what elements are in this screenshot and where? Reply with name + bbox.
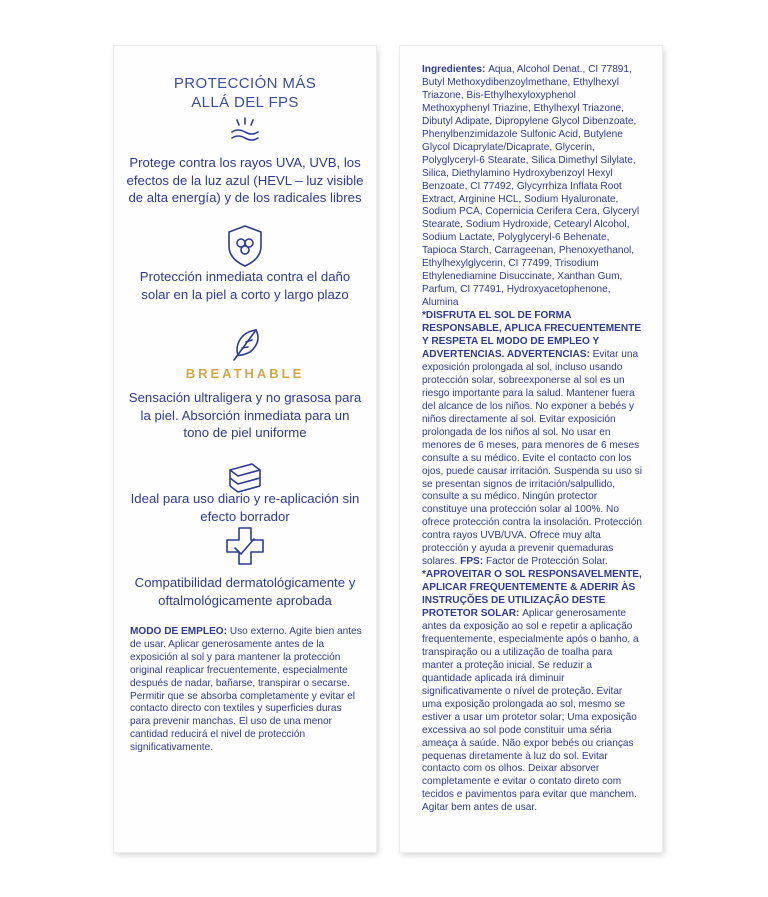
ingredients-label: Ingredientes: (422, 64, 489, 75)
feature-dermatological: Compatibilidad dermatológicamente y oftalmológicamente aprobada (134, 575, 356, 608)
title-line-2: ALLÁ DEL FPS (191, 94, 299, 111)
feature-immediate-protection: Protección inmediata contra el daño solar en la piel a corto y largo plazo (139, 269, 351, 302)
portuguese-heading: *APROVEITAR O SOL RESPONSAVELMENTE, APLICAR FREQUENTEMENTE & ADERIR ÀS INSTRUÇÕES DE UTILIZAÇÃO DESTE PROTETOR SOLAR: (422, 569, 642, 620)
spanish-warnings-heading: *DISFRUTA EL SOL DE FORMA RESPONSABLE, APLICA FRECUENTEMENTE Y RESPETA EL MODO DE EMPLEO Y ADVERTENCIAS. ADVERTENCIAS: (422, 310, 642, 360)
title-line-1: PROTECCIÓN MÁS (173, 75, 317, 92)
portuguese-instructions-block (422, 569, 644, 815)
spanish-warnings-text: Evitar una exposición prolongada al sol, incluso usando protección solar, sobreexponerse al sol es un riesgo importante para la salud. Mantener fuera del alcance de los niños. No exponer a bebés y niños directamente al sol. Evitar exposición prolongada de los niños al sol. No usar en menores de 6 meses, para menores de 6 meses consulte a su médico. Evite el contacto con los ojos, puede causar irritación. Suspenda su uso si se presentan signos de irritación/salpullido, consulte a su médico. Ningún protector constituye una protección solar al 100%. No ofrece protección contra la insolación. Protección contra rayos UVB/UVA. Ofrece muy alta protección y ayuda a prevenir quemaduras solares. (422, 348, 642, 568)
left-package-panel (114, 46, 376, 852)
fps-text: Factor de Protección Solar. (485, 556, 608, 568)
sun-rays-icon (220, 116, 270, 146)
feature-daily-use: Ideal para uso diario y re-aplicación sin efecto borrador (130, 491, 360, 524)
medical-cross-icon (220, 524, 270, 568)
usage-heading: MODO DE EMPLEO: (130, 626, 230, 637)
spanish-warnings-block (422, 310, 644, 569)
ingredients-text: Aqua, Alcohol Denat., CI 77891, Butyl Methoxydibenzoylmethane, Ethylhexyl Triazone, Bis-Ethylhexyloxyphenol Methoxyphenyl Triazine, Ethylhexyl Triazone, Dibutyl Adipate, Dipropylene Glycol Dibenzoate, Phenylbenzimidazole Sulfonic Acid, Butylene Glycol Dicaprylate/Dicaprate, Glycerin, Polyglyceryl-6 Stearate, Silica Dimethyl Silylate, Silica, Diethylamino Hydroxybenzoyl Hexyl Benzoate, CI 77492, Glycyrrhiza Inflata Root Extract, Arginine HCL, Sodium Hyaluronate, Sodium PCA, Copernicia Cerifera Cera, Glyceryl Stearate, Sodium Hydroxide, Cetearyl Alcohol, Sodium Lactate, Polyglyceryl-6 Behenate, Tapioca Starch, Carrageenan, Phenoxyethanol, Ethylhexylglycerin, CI 77499, Trisodium Ethylenediamine Disuccinate, Xanthan Gum, Parfum, CI 77491, Hydroxyacetophenone, Alumina (422, 64, 640, 309)
right-package-panel (400, 46, 662, 852)
feature-uv-protection: Protege contra los rayos UVA, UVB, los efectos de la luz azul (HEVL – luz visible de alta energía) y de los radicales libres (126, 155, 364, 205)
usage-text: Uso externo. Agite bien antes de usar. Aplicar generosamente antes de la exposición al sol y para mantener la protección original reaplicar frecuentemente, especialmente después de nadar, bañarse, transpirar o secarse. Permitir que se absorba completamente y evitar el contacto directo con textiles y superficies duras para prevenir manchas. El uso de una menor cantidad reducirá el nivel de protección significativamente. (130, 626, 362, 754)
shield-molecule-icon (220, 224, 270, 268)
panel-title (114, 74, 376, 112)
ingredients-block (422, 64, 644, 310)
fps-label: FPS: (460, 556, 486, 568)
feature-ultralight: Sensación ultraligera y no grasosa para la piel. Absorción inmediata para un tono de piel uniforme (128, 390, 362, 440)
breathable-label: BREATHABLE (185, 366, 305, 381)
usage-instructions (130, 626, 362, 755)
right-panel-text (422, 64, 644, 815)
portuguese-text: Aplicar generosamente antes da exposição ao sol e repetir a aplicação frequentemente, especialmente após o banho, a transpiração ou a utilização de toalha para manter a proteção inicial. Se reduzir a quantidade aplicada irá diminuir significativamente o nível de proteção. Evitar uma exposição prolongada ao sol, mesmo se estiver a usar um protetor solar; Uma exposição excessiva ao sol pode constituir uma séria ameaça à saúde. Não expor bebés ou crianças pequenas diretamente à luz do sol. Evitar contacto com os olhos. Deixar absorver completamente e evitar o contato direto com tecidos e pavimentos para evitar que manchem. Agitar bem antes de usar. (422, 608, 639, 814)
feather-icon (220, 322, 270, 366)
